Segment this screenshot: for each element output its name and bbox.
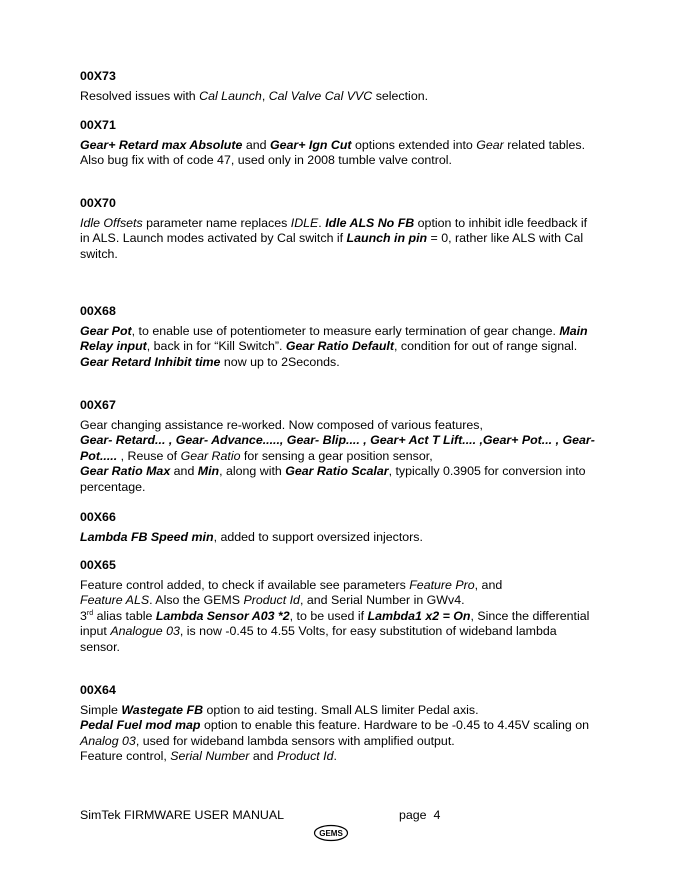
changelog-section-00x65: [80, 558, 600, 656]
footer-page-number: [399, 808, 440, 824]
text-run: , typically 0.3905 for conversion into percentage.: [80, 464, 586, 494]
gems-logo-text: GEMS: [319, 829, 343, 838]
parameter-name: Gear+ Ign Cut: [269, 137, 352, 152]
version-heading: 00X67: [80, 398, 116, 412]
parameter-name: Lambda FB Speed min: [80, 529, 214, 544]
footer-page-value: 4: [433, 808, 441, 822]
parameter-name: Gear Retard Inhibit time: [80, 354, 221, 369]
version-heading: 00X65: [80, 558, 116, 572]
italic-term: Gear: [476, 137, 504, 152]
italic-term: Product Id: [277, 749, 334, 764]
parameter-name: Min: [197, 464, 220, 479]
parameter-name: Wastegate FB: [121, 702, 204, 717]
text-run: .: [318, 215, 326, 230]
changelog-section-00x70: [80, 196, 600, 262]
changelog-section-00x66: [80, 510, 600, 545]
parameter-name: Main Relay input: [80, 323, 588, 354]
text-run: option to inhibit idle feedback if in ALS. Launch modes activated by Cal switch if: [80, 215, 588, 246]
text-run: selection.: [372, 88, 429, 103]
italic-term: Gear Ratio: [180, 448, 241, 463]
footer-title: SimTek FIRMWARE USER MANUAL: [80, 808, 285, 822]
version-heading: 00X64: [80, 683, 116, 697]
changelog-paragraph: [80, 418, 600, 434]
parameter-name: Gear Ratio Default: [285, 339, 394, 354]
text-run: and: [249, 749, 277, 764]
italic-term: Idle Offsets: [80, 215, 143, 230]
text-run: options extended into: [351, 137, 477, 152]
parameter-name: Gear+ Retard max Absolute: [80, 137, 243, 152]
changelog-section-00x71: [80, 118, 600, 169]
text-run: now up to 2Seconds.: [220, 354, 340, 369]
changelog-paragraph: [80, 324, 600, 371]
changelog-paragraph: [80, 89, 600, 105]
changelog-paragraph: [80, 749, 600, 765]
text-run: parameter name replaces: [142, 215, 291, 230]
gems-logo: [313, 824, 349, 842]
text-run: rd: [86, 609, 94, 617]
italic-term: Cal Valve Cal VVC: [268, 88, 373, 103]
parameter-name: Launch in pin: [346, 231, 428, 246]
parameter-name: Gear- Retard... , Gear- Advance....., Gear- Blip.... , Gear+ Act T Lift.... ,Gear+ Pot... , Gear- Pot.....: [80, 433, 595, 463]
changelog-paragraph: [80, 138, 600, 169]
italic-term: Feature ALS: [80, 593, 150, 608]
text-run: ,: [261, 88, 269, 103]
parameter-name: Idle ALS No FB: [325, 215, 415, 230]
version-heading: 00X66: [80, 510, 116, 524]
text-run: Resolved issues with: [80, 88, 200, 103]
text-run: , to enable use of potentiometer to measure early termination of gear change.: [131, 323, 560, 338]
text-run: Gear changing assistance re-worked. Now composed of various features,: [80, 417, 483, 432]
text-run: , and Serial Number in GWv4.: [299, 593, 465, 608]
text-run: .: [333, 749, 337, 764]
text-run: , Since the differential input: [80, 608, 590, 639]
italic-term: Analogue 03: [110, 624, 180, 639]
italic-term: Cal Launch: [199, 88, 262, 103]
text-run: , Reuse of: [117, 448, 181, 463]
changelog-paragraph: [80, 718, 600, 749]
text-run: alias table: [93, 608, 156, 623]
text-run: for sensing a gear position sensor,: [240, 448, 433, 463]
version-heading: 00X68: [80, 304, 116, 318]
text-run: , and: [474, 577, 503, 592]
text-run: Feature control added, to check if available see parameters: [80, 577, 410, 592]
changelog-section-00x68: [80, 304, 600, 370]
changelog-section-00x64: [80, 683, 600, 765]
text-run: = 0, rather like ALS with Cal switch.: [80, 231, 584, 261]
footer-page-label: page: [399, 808, 427, 822]
version-heading: 00X70: [80, 196, 116, 210]
changelog-paragraph: [80, 703, 600, 719]
italic-term: Serial Number: [170, 749, 250, 764]
text-run: 3: [80, 608, 87, 623]
version-heading: 00X73: [80, 69, 116, 83]
changelog-paragraph: [80, 609, 600, 656]
changelog-paragraph: [80, 578, 600, 594]
changelog-paragraph: [80, 530, 600, 546]
italic-term: Feature Pro: [409, 577, 475, 592]
text-run: Feature control,: [80, 749, 171, 764]
text-run: , condition for out of range signal.: [393, 339, 578, 354]
text-run: , along with: [219, 464, 286, 479]
parameter-name: Gear Ratio Max: [80, 464, 171, 479]
parameter-name: Pedal Fuel mod map: [80, 718, 201, 733]
text-run: and: [242, 137, 270, 152]
version-heading: 00X71: [80, 118, 116, 132]
text-run: Simple: [80, 702, 122, 717]
changelog-paragraph: [80, 593, 600, 609]
parameter-name: Lambda1 x2 = On: [367, 608, 471, 623]
changelog-paragraph: [80, 216, 600, 263]
parameter-name: Lambda Sensor A03 *2: [155, 608, 290, 623]
text-run: , to be used if: [289, 608, 368, 623]
italic-term: Analog 03: [80, 733, 136, 748]
text-run: and: [170, 464, 198, 479]
changelog-section-00x73: [80, 69, 600, 104]
parameter-name: Gear Ratio Scalar: [285, 464, 389, 479]
text-run: , is now -0.45 to 4.55 Volts, for easy substitution of wideband lambda sensor.: [80, 624, 557, 654]
text-run: option to enable this feature. Hardware to be -0.45 to 4.45V scaling on: [200, 718, 589, 733]
changelog-paragraph: [80, 433, 600, 464]
text-run: option to aid testing. Small ALS limiter Pedal axis.: [203, 702, 479, 717]
text-run: , used for wideband lambda sensors with amplified output.: [135, 733, 455, 748]
italic-term: Product Id: [243, 593, 300, 608]
italic-term: IDLE: [290, 215, 319, 230]
changelog-paragraph: [80, 464, 600, 495]
text-run: , added to support oversized injectors.: [213, 529, 423, 544]
text-run: , back in for “Kill Switch”.: [146, 339, 286, 354]
text-run: related tables. Also bug fix with of code 47, used only in 2008 tumble valve control.: [80, 137, 586, 168]
changelog-section-00x67: [80, 398, 600, 496]
parameter-name: Gear Pot: [80, 323, 132, 338]
text-run: . Also the GEMS: [149, 593, 244, 608]
